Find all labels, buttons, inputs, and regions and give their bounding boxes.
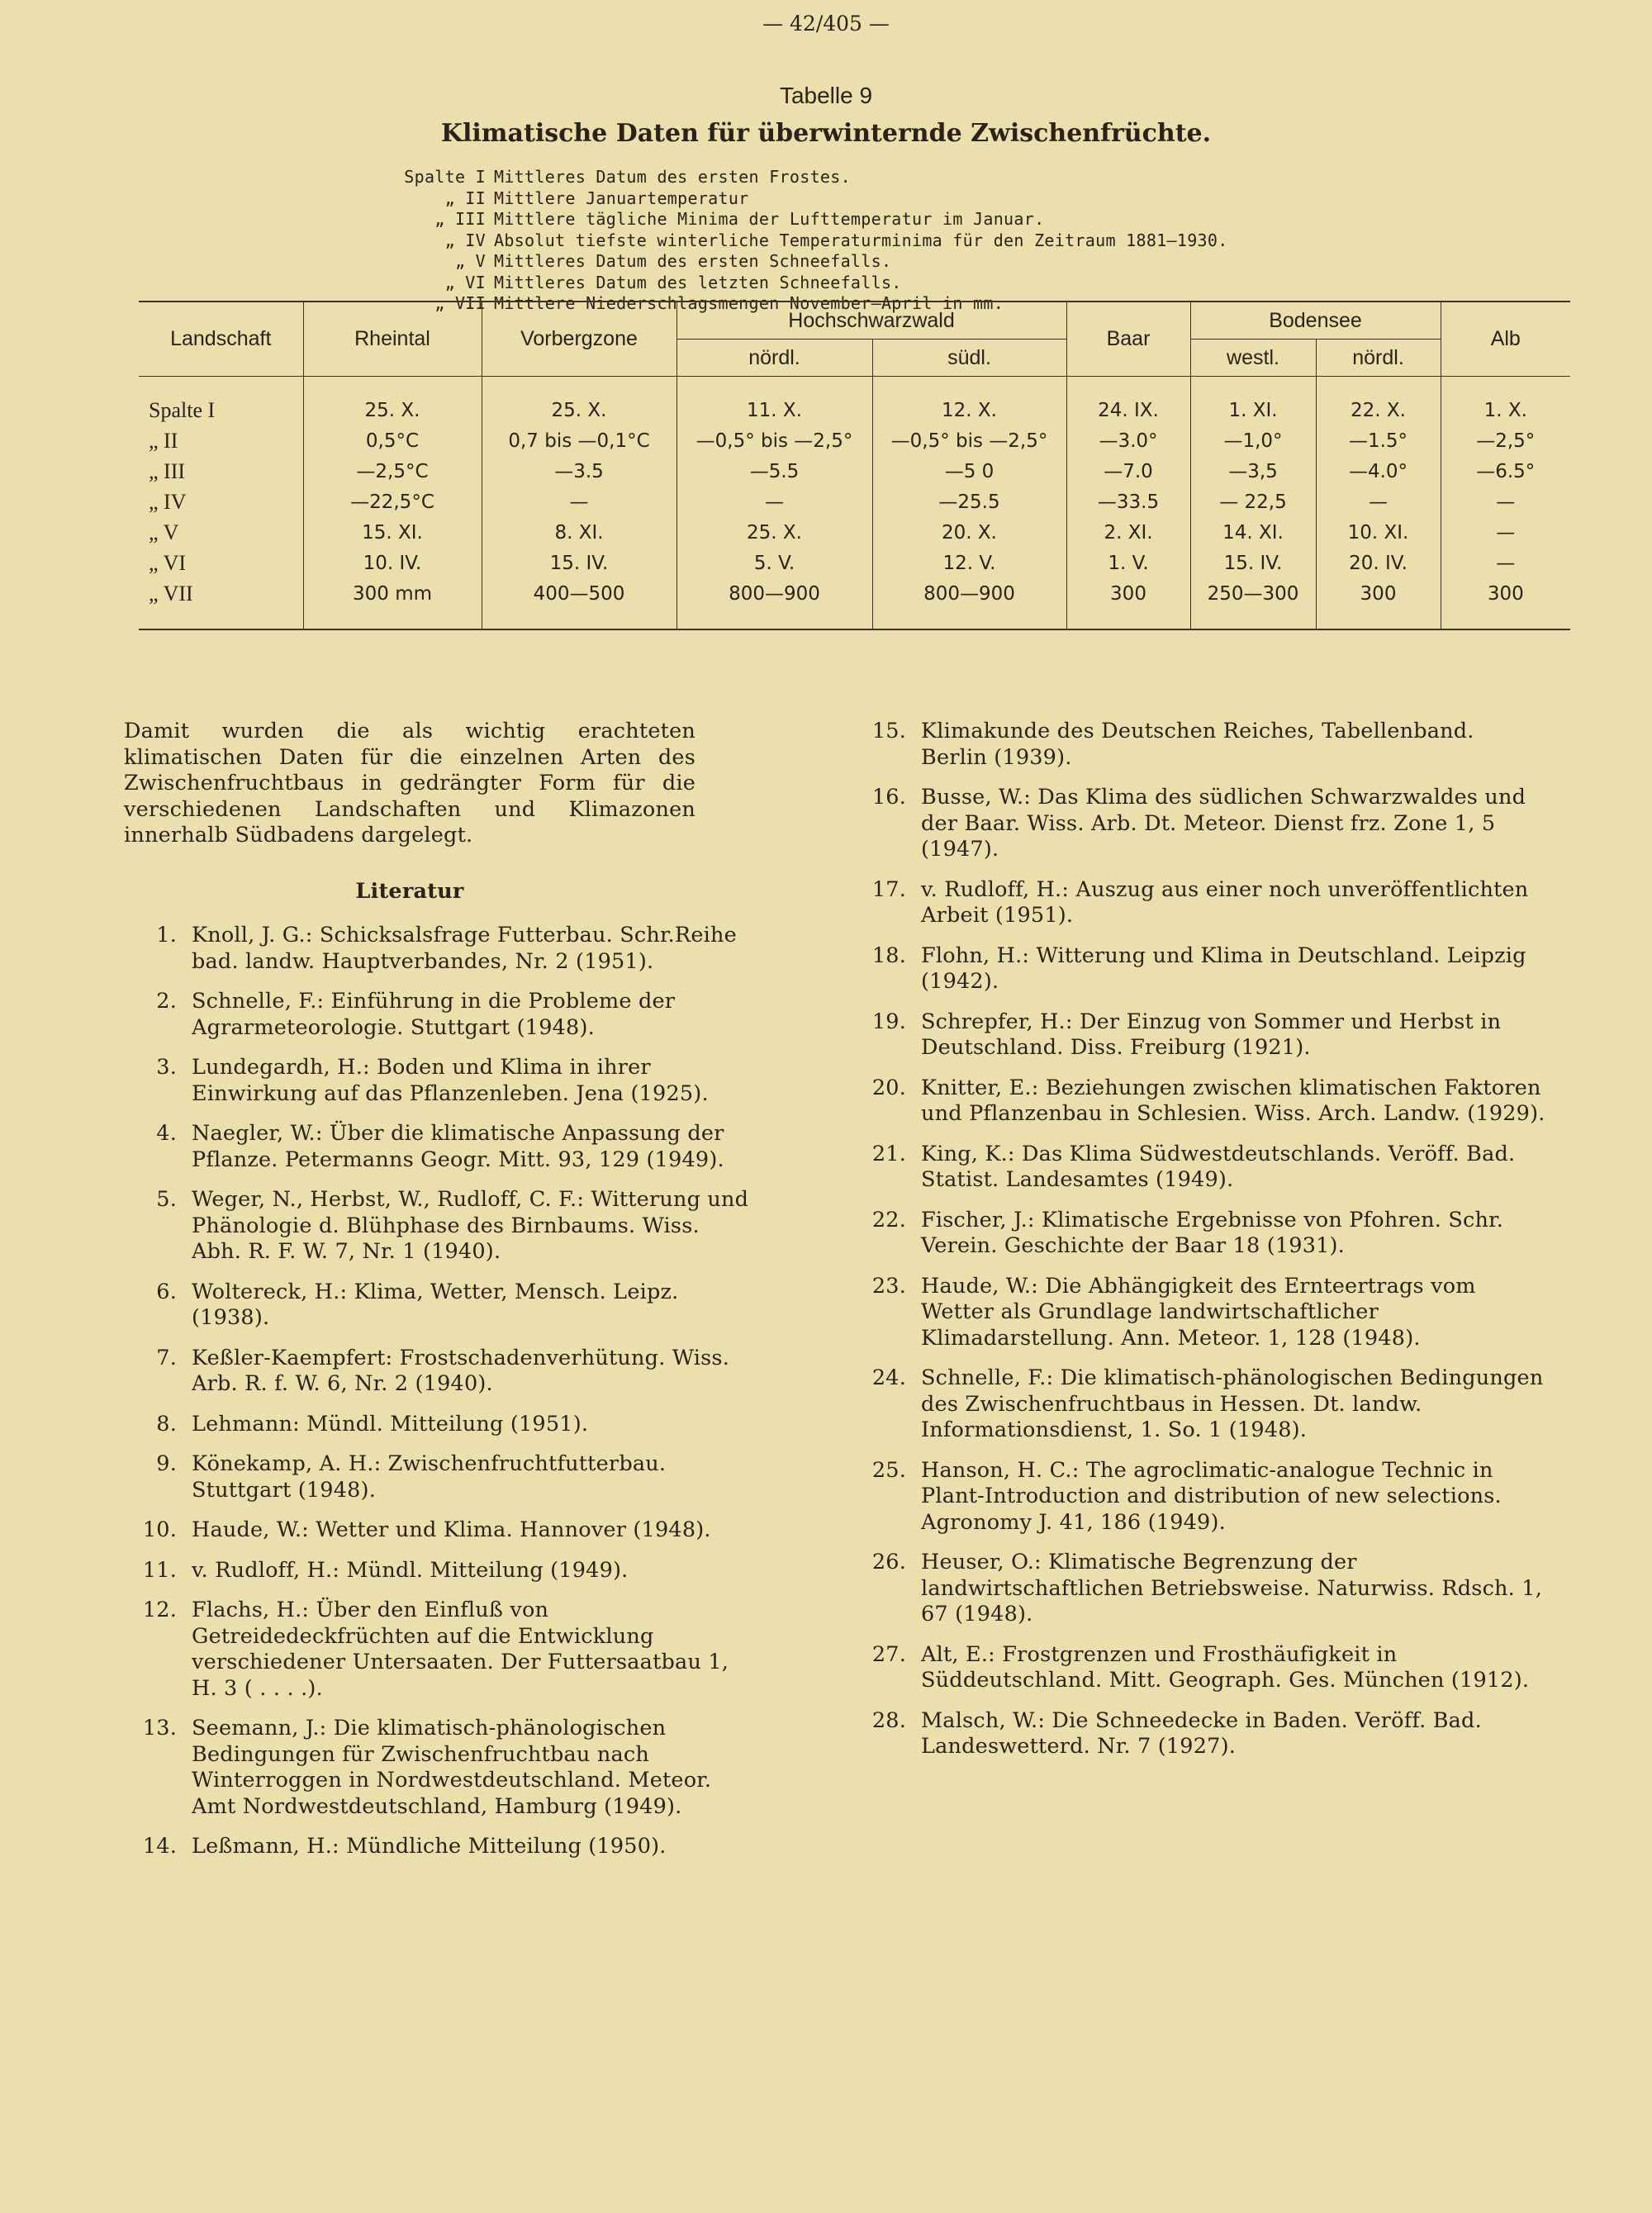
intro-paragraph: Damit wurden die als wichtig erachteten klimatischen Daten für die einzelnen Arten des Zwischenfruchtbaus in gedrängter Form für die verschiedenen Landschaften und Klimazonen innerhalb Südbadens dargelegt. [124, 719, 695, 848]
reference-item [861, 1708, 1555, 1760]
reference-text: Woltereck, H.: Klima, Wetter, Mensch. Leipz. (1938). [192, 1279, 679, 1330]
header-vorbergzone: Vorbergzone [482, 302, 676, 377]
reference-item [124, 1121, 818, 1173]
header-hochschwarzwald-suedl: südl. [872, 340, 1066, 377]
legend-row [363, 273, 1228, 294]
header-hochschwarzwald: Hochschwarzwald [676, 302, 1066, 340]
reference-item [124, 1834, 818, 1860]
table-cell: — 22,5 [1190, 487, 1316, 517]
reference-number: 18. [871, 943, 906, 968]
reference-text: Seemann, J.: Die klimatisch-phänologischen Bedingungen für Zwischenfruchtbau nach Winterroggen in Nordwestdeutschland. Meteor. Amt Nordwestdeutschland, Hamburg (1949). [192, 1716, 712, 1819]
reference-item [124, 1451, 818, 1503]
header-landschaft: Landschaft [139, 302, 303, 377]
reference-item [124, 1412, 818, 1438]
legend-label: „ V [454, 251, 486, 271]
reference-number: 21. [871, 1141, 906, 1166]
legend-label: „ VI [444, 272, 486, 292]
table-cell: —33.5 [1066, 487, 1190, 517]
legend-text: Mittleres Datum des letzten Schneefalls. [494, 272, 902, 292]
table-cell: —25.5 [872, 487, 1066, 517]
reference-number: 11. [142, 1557, 177, 1583]
table-cell: — [482, 487, 676, 517]
reference-item [861, 1009, 1555, 1061]
reference-number: 6. [156, 1279, 177, 1304]
table-title: Klimatische Daten für überwinternde Zwischenfrüchte. [440, 119, 1212, 148]
reference-text: Keßler-Kaempfert: Frostschadenverhütung. Wiss. Arb. R. f. W. 6, Nr. 2 (1940). [192, 1345, 730, 1396]
reference-item [861, 1274, 1555, 1352]
table-row [139, 517, 1570, 548]
table-cell: 22. X. [1316, 377, 1441, 426]
legend-label: „ IV [444, 230, 486, 250]
table-cell: 12. V. [872, 548, 1066, 578]
reference-number: 28. [871, 1707, 906, 1733]
table-cell: —22,5°C [303, 487, 482, 517]
table-cell: —4.0° [1316, 456, 1441, 487]
reference-text: Alt, E.: Frostgrenzen und Frosthäufigkeit in Süddeutschland. Mitt. Geograph. Ges. München (1912). [921, 1641, 1530, 1693]
reference-text: Lehmann: Mündl. Mitteilung (1951). [192, 1411, 589, 1437]
legend-row [363, 167, 1228, 188]
table-cell: 400—500 [482, 578, 676, 629]
reference-item [124, 1598, 818, 1702]
table-cell: —5 0 [872, 456, 1066, 487]
reference-text: Malsch, W.: Die Schneedecke in Baden. Veröff. Bad. Landeswetterd. Nr. 7 (1927). [921, 1707, 1482, 1759]
table-cell: —5.5 [676, 456, 872, 487]
reference-number: 24. [871, 1365, 906, 1390]
reference-item [124, 989, 818, 1041]
table-cell: 15. IV. [482, 548, 676, 578]
table-cell: 1. XI. [1190, 377, 1316, 426]
reference-number: 10. [142, 1517, 177, 1542]
table-cell: —3.0° [1066, 425, 1190, 456]
reference-item [124, 1716, 818, 1820]
table-cell: 11. X. [676, 377, 872, 426]
reference-text: King, K.: Das Klima Südwestdeutschlands. Veröff. Bad. Statist. Landesamtes (1949). [921, 1141, 1516, 1192]
row-label: „ IV [139, 487, 303, 517]
table-cell: —2,5° [1476, 430, 1536, 452]
reference-item [124, 1187, 818, 1266]
climate-data-table [139, 301, 1570, 630]
reference-number: 13. [142, 1716, 177, 1740]
header-bodensee-noerdl: nördl. [1316, 340, 1441, 377]
table-cell: —6.5° [1476, 460, 1536, 482]
table-cell: — [1496, 521, 1516, 544]
table-cell: 12. X. [872, 377, 1066, 426]
table-row [139, 425, 1570, 456]
reference-text: Könekamp, A. H.: Zwischenfruchtfutterbau. Stuttgart (1948). [192, 1451, 667, 1503]
right-column [861, 719, 1555, 1774]
literature-heading: Literatur [355, 878, 464, 904]
row-label: „ VII [139, 578, 303, 629]
header-rheintal: Rheintal [303, 302, 482, 377]
reference-text: Haude, W.: Wetter und Klima. Hannover (1948). [192, 1517, 711, 1542]
reference-text: Haude, W.: Die Abhängigkeit des Ernteertrags vom Wetter als Grundlage landwirtschaftlicher Klimadarstellung. Ann. Meteor. 1, 128 (1948). [921, 1273, 1476, 1351]
reference-number: 14. [142, 1834, 177, 1859]
table-cell: 20. X. [872, 517, 1066, 548]
reference-text: Fischer, J.: Klimatische Ergebnisse von Pfohren. Schr. Verein. Geschichte der Baar 18 (1931). [921, 1207, 1504, 1258]
reference-item [124, 1558, 818, 1584]
reference-text: Knoll, J. G.: Schicksalsfrage Futterbau. Schr.Reihe bad. landw. Hauptverbandes, Nr. 2 (1951). [192, 923, 737, 974]
header-hochschwarzwald-noerdl: nördl. [676, 340, 872, 377]
column-legend [363, 167, 1228, 315]
table-cell: 300 mm [303, 578, 482, 629]
reference-number: 16. [871, 785, 906, 810]
legend-text: Mittleres Datum des ersten Schneefalls. [494, 251, 892, 271]
table-cell: 0,7 bis —0,1°C [482, 425, 676, 456]
table-cell: —0,5° bis —2,5° [676, 425, 872, 456]
reference-text: Lundegardh, H.: Boden und Klima in ihrer Einwirkung auf das Pflanzenleben. Jena (1925). [192, 1055, 709, 1106]
table-cell: 0,5°C [303, 425, 482, 456]
reference-item [861, 1076, 1555, 1128]
table-cell: —1.5° [1316, 425, 1441, 456]
table-cell: 2. XI. [1066, 517, 1190, 548]
reference-text: Weger, N., Herbst, W., Rudloff, C. F.: Witterung und Phänologie d. Blühphase des Birnbaums. Wiss. Abh. R. F. W. 7, Nr. 1 (1940). [192, 1187, 749, 1264]
reference-text: v. Rudloff, H.: Mündl. Mitteilung (1949). [192, 1557, 629, 1583]
table-cell: 1. X. [1483, 399, 1527, 421]
reference-item [861, 1642, 1555, 1694]
legend-label: Spalte I [404, 167, 486, 187]
reference-number: 1. [156, 923, 177, 947]
legend-text: Mittlere Januartemperatur [494, 188, 749, 208]
table-cell: 300 [1441, 578, 1570, 629]
reference-number: 8. [156, 1411, 177, 1437]
table-cell: 300 [1316, 578, 1441, 629]
header-bodensee: Bodensee [1190, 302, 1441, 340]
reference-text: Schnelle, F.: Einführung in die Probleme der Agrarmeteorologie. Stuttgart (1948). [192, 989, 676, 1040]
reference-text: Schrepfer, H.: Der Einzug von Sommer und Herbst in Deutschland. Diss. Freiburg (1921). [921, 1009, 1502, 1060]
reference-text: Naegler, W.: Über die klimatische Anpassung der Pflanze. Petermanns Geogr. Mitt. 93, 129 (1949). [192, 1121, 724, 1172]
table-cell: 25. X. [482, 377, 676, 426]
table-caption: Tabelle 9 [779, 83, 873, 108]
row-label: „ II [139, 425, 303, 456]
table-cell: — [676, 487, 872, 517]
page-number: — 42/405 — [762, 12, 890, 36]
reference-item [861, 877, 1555, 929]
table-cell: 15. XI. [303, 517, 482, 548]
reference-text: Knitter, E.: Beziehungen zwischen klimatischen Faktoren und Pflanzenbau in Schlesien. Wiss. Arch. Landw. (1929). [921, 1075, 1545, 1126]
header-baar: Baar [1066, 302, 1190, 377]
reference-item [861, 1550, 1555, 1628]
table-cell: 10. IV. [303, 548, 482, 578]
table-row [139, 548, 1570, 578]
reference-text: Busse, W.: Das Klima des südlichen Schwarzwaldes und der Baar. Wiss. Arb. Dt. Meteor. Dienst frz. Zone 1, 5 (1947). [921, 785, 1526, 862]
reference-item [861, 1365, 1555, 1444]
reference-item [124, 1346, 818, 1398]
reference-item [124, 1280, 818, 1332]
reference-number: 12. [142, 1598, 177, 1622]
reference-item [124, 923, 818, 975]
reference-number: 17. [871, 876, 906, 902]
table-cell: 5. V. [676, 548, 872, 578]
table-cell: 300 [1066, 578, 1190, 629]
legend-row [363, 188, 1228, 210]
reference-item [124, 1517, 818, 1544]
table-row [139, 456, 1570, 487]
legend-label: „ III [434, 209, 486, 229]
legend-row [363, 230, 1228, 252]
table-row [139, 377, 1570, 426]
table-body [139, 377, 1570, 630]
table-cell: 20. IV. [1316, 548, 1441, 578]
reference-number: 2. [156, 989, 177, 1014]
reference-text: Schnelle, F.: Die klimatisch-phänologischen Bedingungen des Zwischenfruchtbaus in Hessen. Dt. landw. Informationsdienst, 1. So. 1 (1948). [921, 1365, 1544, 1442]
row-label: „ VI [139, 548, 303, 578]
table-cell: 800—900 [676, 578, 872, 629]
legend-text: Absolut tiefste winterliche Temperaturminima für den Zeitraum 1881—1930. [494, 230, 1228, 250]
reference-item [861, 1458, 1555, 1536]
reference-text: Flohn, H.: Witterung und Klima in Deutschland. Leipzig (1942). [921, 943, 1526, 994]
reference-number: 19. [871, 1009, 906, 1034]
row-label: „ III [139, 456, 303, 487]
reference-text: Leßmann, H.: Mündliche Mitteilung (1950). [192, 1834, 667, 1859]
reference-item [861, 943, 1555, 995]
row-label: „ V [139, 517, 303, 548]
table-cell: 8. XI. [482, 517, 676, 548]
table-cell: 250—300 [1190, 578, 1316, 629]
table-row [139, 578, 1570, 629]
table-cell: — [1496, 491, 1516, 513]
row-label: Spalte I [139, 377, 303, 426]
table-cell: —2,5°C [303, 456, 482, 487]
reference-text: Heuser, O.: Klimatische Begrenzung der landwirtschaftlichen Betriebsweise. Naturwiss. Rdsch. 1, 67 (1948). [921, 1550, 1543, 1627]
table-cell: —1,0° [1190, 425, 1316, 456]
reference-item [861, 1142, 1555, 1194]
table-cell: 14. XI. [1190, 517, 1316, 548]
table-cell: 800—900 [872, 578, 1066, 629]
table-cell: 15. IV. [1190, 548, 1316, 578]
table-cell: — [1316, 487, 1441, 517]
reference-number: 20. [871, 1075, 906, 1100]
reference-number: 26. [871, 1550, 906, 1574]
reference-text: Flachs, H.: Über den Einfluß von Getreidedeckfrüchten auf die Entwicklung verschiedener Untersaaten. Der Futtersaatbau 1, H. 3 ( . . . .). [192, 1598, 729, 1701]
reference-number: 27. [871, 1641, 906, 1667]
reference-text: Klimakunde des Deutschen Reiches, Tabellenband. Berlin (1939). [921, 719, 1474, 770]
reference-item [861, 1208, 1555, 1260]
reference-number: 7. [156, 1345, 177, 1370]
reference-list-right [861, 719, 1555, 1760]
table-cell: 10. XI. [1316, 517, 1441, 548]
legend-text: Mittlere tägliche Minima der Lufttemperatur im Januar. [494, 209, 1045, 229]
reference-number: 5. [156, 1187, 177, 1212]
table-cell: 25. X. [676, 517, 872, 548]
reference-number: 25. [871, 1457, 906, 1483]
left-column [124, 719, 818, 1874]
table-cell: —0,5° bis —2,5° [872, 425, 1066, 456]
reference-item [124, 1055, 818, 1107]
reference-number: 15. [871, 719, 906, 743]
table-cell: —7.0 [1066, 456, 1190, 487]
reference-list-left [124, 923, 818, 1860]
legend-text: Mittleres Datum des ersten Frostes. [494, 167, 851, 187]
table-row [139, 487, 1570, 517]
reference-number: 22. [871, 1207, 906, 1232]
legend-label: „ II [444, 188, 486, 208]
legend-row [363, 251, 1228, 273]
reference-number: 9. [156, 1451, 177, 1476]
reference-number: 4. [156, 1121, 177, 1146]
table-cell: 24. IX. [1066, 377, 1190, 426]
reference-text: v. Rudloff, H.: Auszug aus einer noch unveröffentlichten Arbeit (1951). [921, 876, 1529, 928]
reference-item [861, 785, 1555, 863]
table-cell: 25. X. [303, 377, 482, 426]
table-cell: —3.5 [482, 456, 676, 487]
table-cell: — [1496, 552, 1516, 574]
table-cell: 1. V. [1066, 548, 1190, 578]
reference-text: Hanson, H. C.: The agroclimatic-analogue Technic in Plant-Introduction and distribution of new selections. Agronomy J. 41, 186 (1949). [921, 1457, 1502, 1535]
header-bodensee-westl: westl. [1190, 340, 1316, 377]
reference-item [861, 719, 1555, 771]
reference-number: 23. [871, 1273, 906, 1299]
table-cell: —3,5 [1190, 456, 1316, 487]
legend-row [363, 209, 1228, 230]
legend-text: Mittlere Niederschlagsmengen November—April in mm. [494, 293, 1004, 313]
header-alb: Alb [1441, 302, 1570, 377]
reference-number: 3. [156, 1055, 177, 1080]
legend-label: „ VII [434, 293, 486, 313]
